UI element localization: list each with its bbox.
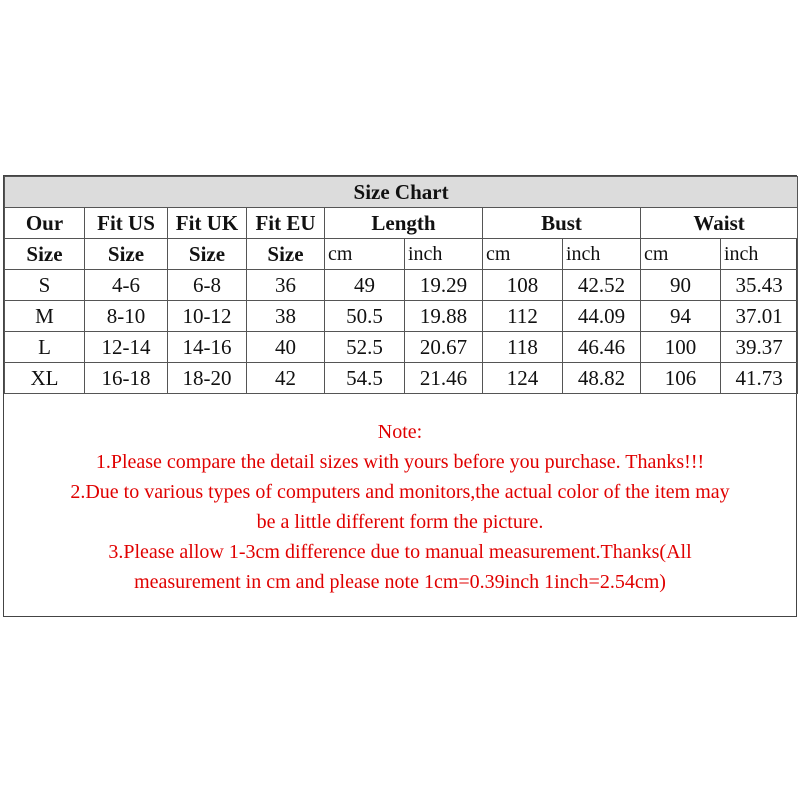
- cell-eu: 42: [247, 363, 325, 394]
- cell-length-cm: 49: [325, 270, 405, 301]
- cell-length-inch: 19.88: [405, 301, 483, 332]
- cell-waist-cm: 90: [641, 270, 721, 301]
- header-fit-eu: Fit EU: [247, 208, 325, 239]
- table-row: [5, 270, 798, 301]
- title-row: [5, 177, 798, 208]
- cell-bust-inch: 42.52: [563, 270, 641, 301]
- cell-size: L: [5, 332, 85, 363]
- unit-waist-cm: cm: [641, 239, 721, 270]
- unit-bust-inch: inch: [563, 239, 641, 270]
- cell-waist-inch: 41.73: [721, 363, 798, 394]
- cell-bust-cm: 118: [483, 332, 563, 363]
- header-waist: Waist: [641, 208, 798, 239]
- cell-us: 12-14: [85, 332, 168, 363]
- unit-bust-cm: cm: [483, 239, 563, 270]
- cell-bust-cm: 124: [483, 363, 563, 394]
- cell-uk: 14-16: [168, 332, 247, 363]
- note-title: Note:: [377, 421, 423, 443]
- cell-uk: 6-8: [168, 270, 247, 301]
- cell-us: 8-10: [85, 301, 168, 332]
- header-fit-uk: Fit UK: [168, 208, 247, 239]
- header-our: Our: [5, 208, 85, 239]
- header-our-size: Size: [5, 239, 85, 270]
- cell-length-cm: 50.5: [325, 301, 405, 332]
- note-line-2: 2.Due to various types of computers and monitors,the actual color of the item may: [70, 481, 730, 503]
- header-fit-us-size: Size: [85, 239, 168, 270]
- note-line-5: measurement in cm and please note 1cm=0.39inch 1inch=2.54cm): [134, 571, 666, 593]
- note-block: [3, 392, 797, 597]
- header-fit-us: Fit US: [85, 208, 168, 239]
- cell-bust-inch: 48.82: [563, 363, 641, 394]
- header-fit-uk-size: Size: [168, 239, 247, 270]
- header-length: Length: [325, 208, 483, 239]
- cell-us: 4-6: [85, 270, 168, 301]
- cell-eu: 36: [247, 270, 325, 301]
- cell-length-inch: 21.46: [405, 363, 483, 394]
- cell-size: XL: [5, 363, 85, 394]
- cell-waist-inch: 35.43: [721, 270, 798, 301]
- note-line-1: 1.Please compare the detail sizes with yours before you purchase. Thanks!!!: [95, 451, 705, 473]
- note-line-4: 3.Please allow 1-3cm difference due to manual measurement.Thanks(All: [108, 541, 692, 563]
- cell-waist-inch: 37.01: [721, 301, 798, 332]
- header-fit-eu-size: Size: [247, 239, 325, 270]
- unit-length-inch: inch: [405, 239, 483, 270]
- cell-bust-cm: 112: [483, 301, 563, 332]
- cell-length-cm: 52.5: [325, 332, 405, 363]
- cell-size: M: [5, 301, 85, 332]
- cell-length-cm: 54.5: [325, 363, 405, 394]
- cell-waist-cm: 100: [641, 332, 721, 363]
- cell-eu: 38: [247, 301, 325, 332]
- chart-title: Size Chart: [5, 177, 798, 208]
- unit-waist-inch: inch: [721, 239, 798, 270]
- header-bust: Bust: [483, 208, 641, 239]
- note-line-3: be a little different form the picture.: [256, 511, 544, 533]
- cell-length-inch: 20.67: [405, 332, 483, 363]
- size-chart-table: [4, 176, 798, 394]
- cell-waist-cm: 94: [641, 301, 721, 332]
- header-row-2: [5, 239, 798, 270]
- unit-length-cm: cm: [325, 239, 405, 270]
- table-row: [5, 301, 798, 332]
- cell-waist-inch: 39.37: [721, 332, 798, 363]
- cell-size: S: [5, 270, 85, 301]
- header-row-1: [5, 208, 798, 239]
- cell-eu: 40: [247, 332, 325, 363]
- cell-waist-cm: 106: [641, 363, 721, 394]
- cell-bust-inch: 46.46: [563, 332, 641, 363]
- cell-uk: 18-20: [168, 363, 247, 394]
- cell-uk: 10-12: [168, 301, 247, 332]
- cell-us: 16-18: [85, 363, 168, 394]
- table-row: [5, 363, 798, 394]
- cell-length-inch: 19.29: [405, 270, 483, 301]
- table-row: [5, 332, 798, 363]
- cell-bust-inch: 44.09: [563, 301, 641, 332]
- cell-bust-cm: 108: [483, 270, 563, 301]
